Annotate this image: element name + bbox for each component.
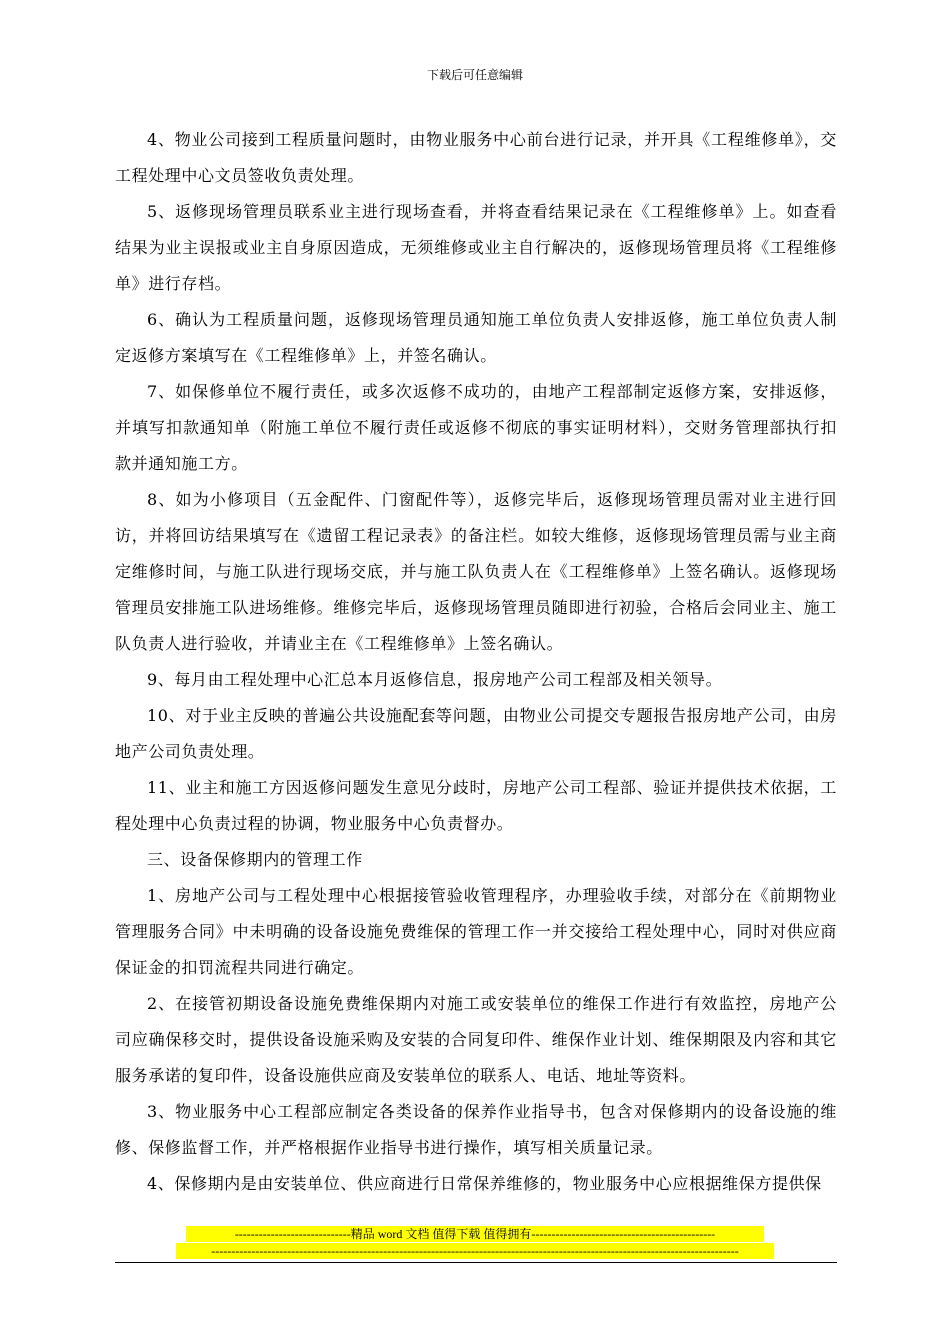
footer-banner-line: -----------------------------精品 word 文档 值得下载 值得拥有---------------------------------------------- [186,1226,764,1242]
paragraph: 11、业主和施工方因返修问题发生意见分歧时，房地产公司工程部、验证并提供技术依据，工程处理中心负责过程的协调，物业服务中心负责督办。 [115,778,837,833]
page-header: 下载后可任意编辑 [426,68,523,82]
footer-banner-line: ------------------------------------------------------------------------------------------------------------------------------------ [176,1243,774,1259]
section-heading: 三、设备保修期内的管理工作 [147,850,363,869]
paragraph: 4、物业公司接到工程质量问题时，由物业服务中心前台进行记录，并开具《工程维修单》，交工程处理中心文员签收负责处理。 [115,130,837,185]
paragraph: 3、物业服务中心工程部应制定各类设备的保养作业指导书，包含对保修期内的设备设施的维修、保修监督工作，并严格根据作业指导书进行操作，填写相关质量记录。 [115,1102,837,1157]
paragraph: 5、返修现场管理员联系业主进行现场查看，并将查看结果记录在《工程维修单》上。如查看结果为业主误报或业主自身原因造成，无须维修或业主自行解决的，返修现场管理员将《工程维修单》进行存档。 [115,202,837,293]
paragraph: 8、如为小修项目（五金配件、门窗配件等），返修完毕后，返修现场管理员需对业主进行回访，并将回访结果填写在《遗留工程记录表》的备注栏。如较大维修，返修现场管理员需与业主商定维修时间，与施工队进行现场交底，并与施工队负责人在《工程维修单》上签名确认。返修现场管理员安排施工队进场维修。维修完毕后，返修现场管理员随即进行初验，合格后会同业主、施工队负责人进行验收，并请业主在《工程维修单》上签名确认。 [115,490,837,653]
paragraph: 9、每月由工程处理中心汇总本月返修信息，报房地产公司工程部及相关领导。 [147,670,723,689]
paragraph: 4、保修期内是由安装单位、供应商进行日常保养维修的，物业服务中心应根据维保方提供保 [147,1174,822,1193]
document-body [115,122,837,1202]
paragraph: 6、确认为工程质量问题，返修现场管理员通知施工单位负责人安排返修，施工单位负责人制定返修方案填写在《工程维修单》上，并签名确认。 [115,310,837,365]
paragraph: 10、对于业主反映的普遍公共设施配套等问题，由物业公司提交专题报告报房地产公司，由房地产公司负责处理。 [115,706,837,761]
paragraph: 7、如保修单位不履行责任，或多次返修不成功的，由地产工程部制定返修方案，安排返修，并填写扣款通知单（附施工单位不履行责任或返修不彻底的事实证明材料），交财务管理部执行扣款并通知施工方。 [115,382,837,473]
paragraph: 1、房地产公司与工程处理中心根据接管验收管理程序，办理验收手续，对部分在《前期物业管理服务合同》中未明确的设备设施免费维保的管理工作一并交接给工程处理中心，同时对供应商保证金的扣罚流程共同进行确定。 [115,886,837,977]
footer-divider [115,1262,837,1263]
paragraph: 2、在接管初期设备设施免费维保期内对施工或安装单位的维保工作进行有效监控，房地产公司应确保移交时，提供设备设施采购及安装的合同复印件、维保作业计划、维保期限及内容和其它服务承诺的复印件，设备设施供应商及安装单位的联系人、电话、地址等资料。 [115,994,837,1085]
